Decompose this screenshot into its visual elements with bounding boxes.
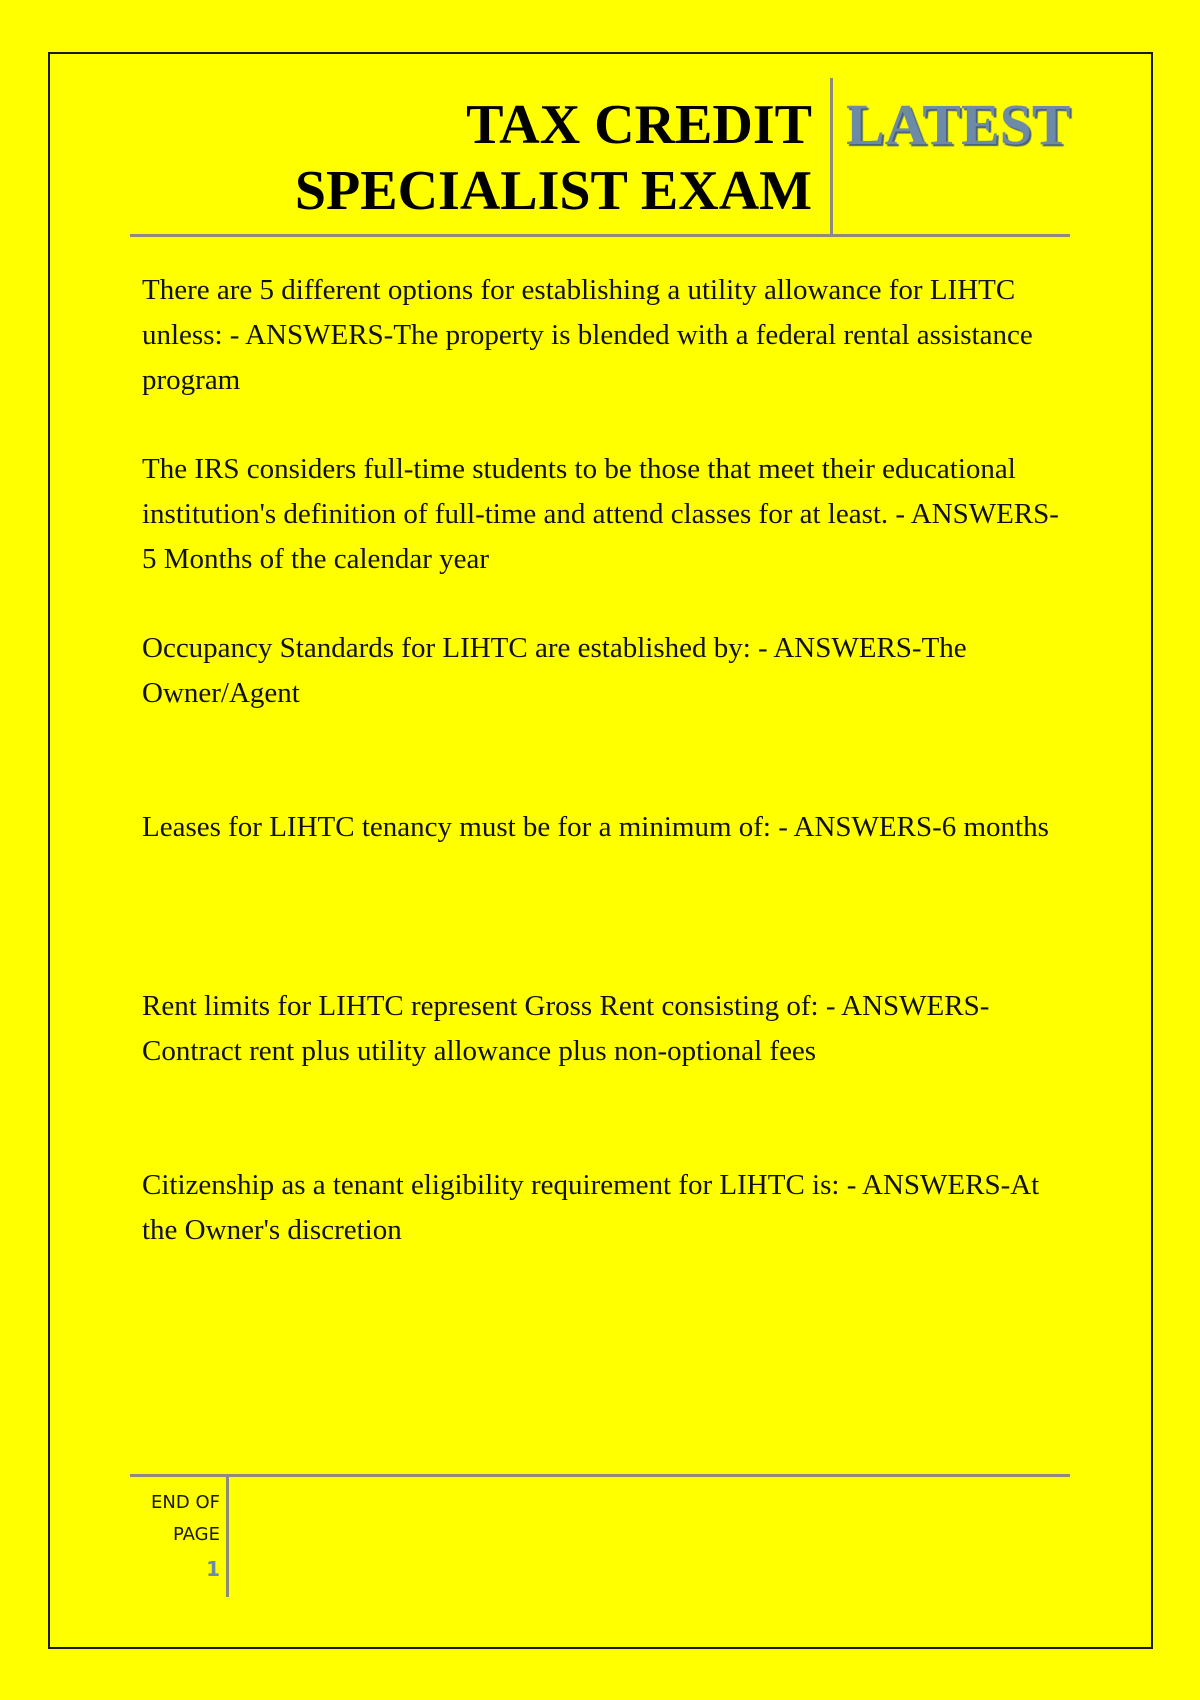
title-line-1: TAX CREDIT: [466, 94, 812, 156]
footer-label-line-1: END OF: [151, 1492, 220, 1513]
document-header: [130, 78, 1070, 237]
qa-item: Citizenship as a tenant eligibility requirement for LIHTC is: - ANSWERS-At the Owner's discretion: [142, 1169, 1040, 1246]
header-divider: [830, 78, 833, 234]
latest-badge: LATEST: [846, 92, 1071, 157]
qa-item: Rent limits for LIHTC represent Gross Rent consisting of: - ANSWERS-Contract rent plus utility allowance plus non-optional fees: [142, 990, 990, 1067]
footer-divider: [226, 1477, 229, 1597]
document-title: [295, 92, 812, 224]
footer-label-line-2: PAGE: [172, 1524, 220, 1545]
qa-list: [142, 268, 1062, 1342]
page-number: 1: [206, 1557, 220, 1581]
title-line-2: SPECIALIST EXAM: [294, 160, 812, 222]
qa-item: The IRS considers full-time students to be those that meet their educational institution's definition of full-time and attend classes for at least. - ANSWERS-5 Months of the calendar year: [142, 453, 1059, 575]
qa-item: There are 5 different options for establishing a utility allowance for LIHTC unless: - ANSWERS-The property is blended with a federal rental assistance program: [142, 274, 1033, 396]
end-of-page-label: [130, 1487, 220, 1551]
page-footer: [130, 1474, 1070, 1581]
qa-item: Occupancy Standards for LIHTC are established by: - ANSWERS-The Owner/Agent: [142, 632, 967, 709]
qa-item: Leases for LIHTC tenancy must be for a minimum of: - ANSWERS-6 months: [142, 811, 1049, 843]
